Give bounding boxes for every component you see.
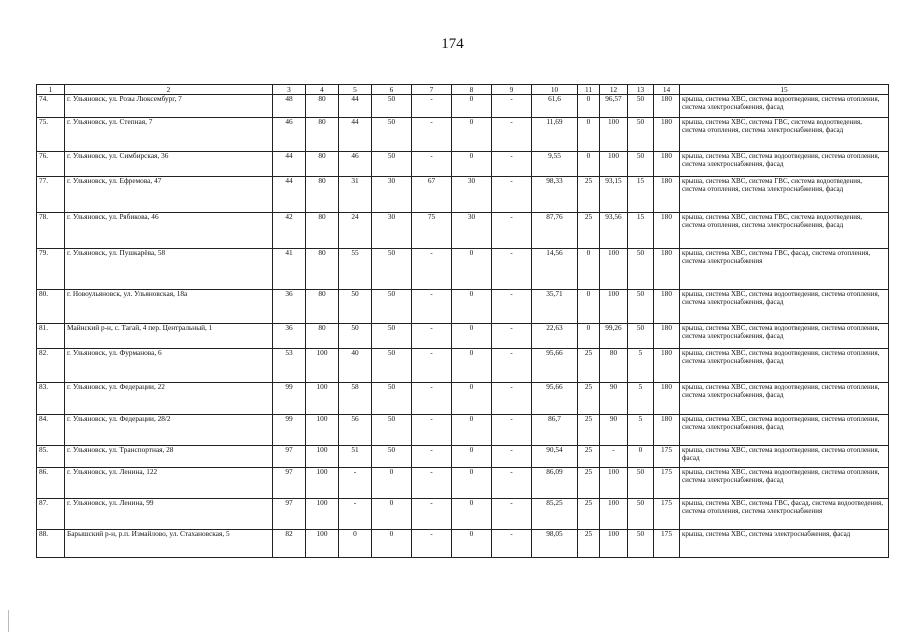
value-cell: 35,71 — [532, 290, 578, 324]
address-cell: г. Ульяновск, ул. Ленина, 99 — [65, 499, 273, 530]
value-cell: 50 — [372, 118, 412, 152]
value-cell: 99,26 — [600, 324, 628, 349]
value-cell: 50 — [628, 324, 654, 349]
value-cell: 0 — [452, 446, 492, 468]
column-number-cell: 8 — [452, 85, 492, 95]
value-cell: - — [412, 152, 452, 177]
address-cell: Барышский р-н, р.п. Измайлово, ул. Стахановская, 5 — [65, 530, 273, 558]
value-cell: 41 — [273, 249, 306, 290]
value-cell: 80 — [306, 118, 339, 152]
work-types-cell: крыша, система ХВС, система водоотведения, система отопления, система электроснабжения, фасад — [680, 468, 889, 499]
address-cell: г. Ульяновск, ул. Симбирская, 36 — [65, 152, 273, 177]
value-cell: 0 — [339, 530, 372, 558]
row-number-cell: 87. — [37, 499, 65, 530]
value-cell: 50 — [372, 290, 412, 324]
work-types-cell: крыша, система ХВС, система водоотведения, система отопления, система электроснабжения, фасад — [680, 415, 889, 446]
value-cell: 95,66 — [532, 349, 578, 383]
value-cell: - — [492, 349, 532, 383]
value-cell: - — [412, 415, 452, 446]
value-cell: - — [492, 249, 532, 290]
value-cell: 97 — [273, 468, 306, 499]
value-cell: 25 — [578, 530, 600, 558]
row-number-cell: 77. — [37, 177, 65, 213]
value-cell: 0 — [578, 324, 600, 349]
value-cell: 100 — [306, 530, 339, 558]
value-cell: 5 — [628, 383, 654, 415]
value-cell: 98,05 — [532, 530, 578, 558]
row-number-cell: 88. — [37, 530, 65, 558]
value-cell: - — [492, 290, 532, 324]
address-cell: Майнский р-н, с. Тагай, 4 пер. Центральный, 1 — [65, 324, 273, 349]
value-cell: 180 — [654, 177, 680, 213]
value-cell: 50 — [372, 324, 412, 349]
value-cell: 0 — [452, 499, 492, 530]
value-cell: 99 — [273, 415, 306, 446]
value-cell: 50 — [372, 152, 412, 177]
value-cell: 50 — [339, 290, 372, 324]
value-cell: 100 — [306, 415, 339, 446]
value-cell: 100 — [306, 383, 339, 415]
row-number-cell: 81. — [37, 324, 65, 349]
table-row — [37, 152, 889, 177]
value-cell: 100 — [600, 249, 628, 290]
row-number-cell: 86. — [37, 468, 65, 499]
value-cell: 50 — [372, 383, 412, 415]
value-cell: 80 — [306, 95, 339, 118]
value-cell: 0 — [578, 290, 600, 324]
value-cell: 180 — [654, 95, 680, 118]
value-cell: 22,63 — [532, 324, 578, 349]
address-cell: г. Ульяновск, ул. Транспортная, 28 — [65, 446, 273, 468]
value-cell: - — [412, 499, 452, 530]
table-row — [37, 446, 889, 468]
value-cell: 25 — [578, 177, 600, 213]
table-row — [37, 530, 889, 558]
address-cell: г. Ульяновск, ул. Рябикова, 46 — [65, 213, 273, 249]
address-cell: г. Ульяновск, ул. Федерации, 22 — [65, 383, 273, 415]
value-cell: - — [412, 383, 452, 415]
value-cell: 180 — [654, 383, 680, 415]
value-cell: - — [339, 468, 372, 499]
column-number-cell: 14 — [654, 85, 680, 95]
value-cell: - — [412, 468, 452, 499]
value-cell: - — [412, 530, 452, 558]
value-cell: 93,56 — [600, 213, 628, 249]
column-number-cell: 11 — [578, 85, 600, 95]
value-cell: 31 — [339, 177, 372, 213]
address-cell: г. Ульяновск, ул. Фурманова, 6 — [65, 349, 273, 383]
column-number-cell: 3 — [273, 85, 306, 95]
table-row — [37, 499, 889, 530]
value-cell: 90,54 — [532, 446, 578, 468]
value-cell: 36 — [273, 290, 306, 324]
value-cell: 67 — [412, 177, 452, 213]
value-cell: 87,76 — [532, 213, 578, 249]
table-row — [37, 383, 889, 415]
value-cell: 0 — [372, 499, 412, 530]
value-cell: 0 — [452, 324, 492, 349]
value-cell: 90 — [600, 415, 628, 446]
value-cell: 0 — [452, 118, 492, 152]
row-number-cell: 80. — [37, 290, 65, 324]
value-cell: 180 — [654, 349, 680, 383]
value-cell: 80 — [306, 290, 339, 324]
value-cell: 80 — [306, 324, 339, 349]
value-cell: 0 — [452, 95, 492, 118]
value-cell: 0 — [578, 249, 600, 290]
value-cell: 56 — [339, 415, 372, 446]
work-types-cell: крыша, система ХВС, система ГВС, фасад, система отопления, система электроснабжения — [680, 249, 889, 290]
value-cell: 180 — [654, 213, 680, 249]
value-cell: 100 — [306, 446, 339, 468]
value-cell: 36 — [273, 324, 306, 349]
value-cell: 0 — [628, 446, 654, 468]
row-number-cell: 79. — [37, 249, 65, 290]
value-cell: - — [412, 249, 452, 290]
row-number-cell: 83. — [37, 383, 65, 415]
value-cell: 50 — [628, 95, 654, 118]
row-number-cell: 74. — [37, 95, 65, 118]
value-cell: 44 — [339, 95, 372, 118]
value-cell: 180 — [654, 324, 680, 349]
value-cell: 180 — [654, 249, 680, 290]
table-row — [37, 95, 889, 118]
value-cell: 99 — [273, 383, 306, 415]
value-cell: 85,25 — [532, 499, 578, 530]
value-cell: 24 — [339, 213, 372, 249]
value-cell: - — [492, 95, 532, 118]
value-cell: - — [412, 349, 452, 383]
value-cell: 93,15 — [600, 177, 628, 213]
value-cell: 25 — [578, 415, 600, 446]
value-cell: 5 — [628, 349, 654, 383]
value-cell: 100 — [600, 118, 628, 152]
value-cell: - — [492, 324, 532, 349]
value-cell: 9,55 — [532, 152, 578, 177]
value-cell: 100 — [600, 468, 628, 499]
address-cell: г. Ульяновск, ул. Федерации, 28/2 — [65, 415, 273, 446]
value-cell: 180 — [654, 118, 680, 152]
address-cell: г. Ульяновск, ул. Степная, 7 — [65, 118, 273, 152]
value-cell: 58 — [339, 383, 372, 415]
capital-repair-table — [36, 84, 889, 558]
value-cell: 0 — [452, 349, 492, 383]
value-cell: 53 — [273, 349, 306, 383]
table-row — [37, 349, 889, 383]
column-number-cell: 7 — [412, 85, 452, 95]
address-cell: г. Ульяновск, ул. Ленина, 122 — [65, 468, 273, 499]
column-number-cell: 4 — [306, 85, 339, 95]
value-cell: 0 — [578, 95, 600, 118]
value-cell: - — [339, 499, 372, 530]
column-number-cell: 1 — [37, 85, 65, 95]
value-cell: - — [412, 95, 452, 118]
value-cell: 97 — [273, 499, 306, 530]
value-cell: 51 — [339, 446, 372, 468]
value-cell: - — [492, 415, 532, 446]
value-cell: 5 — [628, 415, 654, 446]
value-cell: 48 — [273, 95, 306, 118]
value-cell: 90 — [600, 383, 628, 415]
value-cell: 175 — [654, 499, 680, 530]
value-cell: - — [492, 118, 532, 152]
value-cell: 44 — [273, 177, 306, 213]
work-types-cell: крыша, система ХВС, система водоотведения, система отопления, система электроснабжения, фасад — [680, 152, 889, 177]
value-cell: 86,7 — [532, 415, 578, 446]
work-types-cell: крыша, система ХВС, система электроснабжения, фасад — [680, 530, 889, 558]
work-types-cell: крыша, система ХВС, система ГВС, фасад, система водоотведения, система отопления, система электроснабжения — [680, 499, 889, 530]
value-cell: 0 — [452, 530, 492, 558]
value-cell: 95,66 — [532, 383, 578, 415]
value-cell: 175 — [654, 446, 680, 468]
value-cell: 96,57 — [600, 95, 628, 118]
column-number-cell: 10 — [532, 85, 578, 95]
value-cell: 180 — [654, 152, 680, 177]
row-number-cell: 78. — [37, 213, 65, 249]
table-row — [37, 290, 889, 324]
table-row — [37, 177, 889, 213]
value-cell: 30 — [372, 177, 412, 213]
value-cell: 50 — [628, 530, 654, 558]
value-cell: 100 — [600, 530, 628, 558]
column-number-cell: 13 — [628, 85, 654, 95]
value-cell: 86,09 — [532, 468, 578, 499]
value-cell: 50 — [372, 446, 412, 468]
value-cell: 40 — [339, 349, 372, 383]
value-cell: 80 — [306, 177, 339, 213]
value-cell: 50 — [628, 249, 654, 290]
table-row — [37, 118, 889, 152]
row-number-cell: 84. — [37, 415, 65, 446]
row-number-cell: 76. — [37, 152, 65, 177]
column-number-cell: 2 — [65, 85, 273, 95]
value-cell: 50 — [372, 249, 412, 290]
value-cell: 50 — [339, 324, 372, 349]
value-cell: 30 — [452, 213, 492, 249]
value-cell: 50 — [628, 499, 654, 530]
value-cell: 0 — [452, 383, 492, 415]
value-cell: - — [412, 446, 452, 468]
value-cell: 0 — [452, 468, 492, 499]
value-cell: 50 — [628, 118, 654, 152]
value-cell: 100 — [306, 499, 339, 530]
value-cell: - — [492, 383, 532, 415]
work-types-cell: крыша, система ХВС, система водоотведения, система отопления, фасад — [680, 446, 889, 468]
column-number-cell: 6 — [372, 85, 412, 95]
value-cell: 0 — [578, 152, 600, 177]
row-number-cell: 75. — [37, 118, 65, 152]
value-cell: 75 — [412, 213, 452, 249]
value-cell: 100 — [600, 152, 628, 177]
value-cell: 50 — [628, 152, 654, 177]
value-cell: 55 — [339, 249, 372, 290]
address-cell: г. Новоульяновск, ул. Ульяновская, 18а — [65, 290, 273, 324]
value-cell: 98,33 — [532, 177, 578, 213]
table-row — [37, 213, 889, 249]
value-cell: 14,56 — [532, 249, 578, 290]
work-types-cell: крыша, система ХВС, система водоотведения, система отопления, система электроснабжения, фасад — [680, 95, 889, 118]
value-cell: 46 — [339, 152, 372, 177]
value-cell: 25 — [578, 446, 600, 468]
value-cell: 30 — [452, 177, 492, 213]
value-cell: 97 — [273, 446, 306, 468]
column-number-cell: 15 — [680, 85, 889, 95]
table-row — [37, 415, 889, 446]
work-types-cell: крыша, система ХВС, система водоотведения, система отопления, система электроснабжения, фасад — [680, 290, 889, 324]
table-header-row — [37, 85, 889, 95]
value-cell: 80 — [306, 213, 339, 249]
value-cell: - — [492, 499, 532, 530]
value-cell: - — [492, 446, 532, 468]
value-cell: - — [492, 213, 532, 249]
row-number-cell: 82. — [37, 349, 65, 383]
value-cell: 25 — [578, 383, 600, 415]
value-cell: - — [600, 446, 628, 468]
table-row — [37, 468, 889, 499]
value-cell: 0 — [452, 415, 492, 446]
value-cell: 42 — [273, 213, 306, 249]
value-cell: 44 — [273, 152, 306, 177]
value-cell: 50 — [372, 415, 412, 446]
value-cell: - — [492, 468, 532, 499]
address-cell: г. Ульяновск, ул. Ефремова, 47 — [65, 177, 273, 213]
address-cell: г. Ульяновск, ул. Розы Люксембург, 7 — [65, 95, 273, 118]
value-cell: 25 — [578, 468, 600, 499]
value-cell: - — [412, 290, 452, 324]
value-cell: 80 — [306, 152, 339, 177]
value-cell: 0 — [452, 290, 492, 324]
value-cell: 0 — [452, 249, 492, 290]
value-cell: 100 — [600, 499, 628, 530]
work-types-cell: крыша, система ХВС, система водоотведения, система отопления, система электроснабжения, фасад — [680, 324, 889, 349]
value-cell: 175 — [654, 530, 680, 558]
value-cell: 25 — [578, 213, 600, 249]
value-cell: 50 — [372, 349, 412, 383]
work-types-cell: крыша, система ХВС, система ГВС, система водоотведения, система отопления, система электроснабжения, фасад — [680, 118, 889, 152]
value-cell: - — [412, 118, 452, 152]
address-cell: г. Ульяновск, ул. Пушкарёва, 58 — [65, 249, 273, 290]
value-cell: 50 — [628, 468, 654, 499]
value-cell: - — [492, 152, 532, 177]
value-cell: 15 — [628, 177, 654, 213]
value-cell: 61,6 — [532, 95, 578, 118]
value-cell: 25 — [578, 349, 600, 383]
value-cell: 25 — [578, 499, 600, 530]
value-cell: 50 — [628, 290, 654, 324]
value-cell: - — [412, 324, 452, 349]
value-cell: 175 — [654, 468, 680, 499]
table-row — [37, 324, 889, 349]
value-cell: 30 — [372, 213, 412, 249]
scan-edge-mark — [8, 610, 9, 632]
value-cell: 50 — [372, 95, 412, 118]
value-cell: 82 — [273, 530, 306, 558]
table-row — [37, 249, 889, 290]
value-cell: 0 — [578, 118, 600, 152]
value-cell: 180 — [654, 415, 680, 446]
value-cell: 100 — [306, 349, 339, 383]
column-number-cell: 9 — [492, 85, 532, 95]
work-types-cell: крыша, система ХВС, система ГВС, система водоотведения, система отопления, система электроснабжения, фасад — [680, 177, 889, 213]
value-cell: 15 — [628, 213, 654, 249]
page-number: 174 — [441, 36, 464, 52]
value-cell: 0 — [372, 468, 412, 499]
column-number-cell: 5 — [339, 85, 372, 95]
work-types-cell: крыша, система ХВС, система водоотведения, система отопления, система электроснабжения, фасад — [680, 349, 889, 383]
value-cell: 100 — [600, 290, 628, 324]
row-number-cell: 85. — [37, 446, 65, 468]
column-number-cell: 12 — [600, 85, 628, 95]
work-types-cell: крыша, система ХВС, система ГВС, система водоотведения, система отопления, система электроснабжения, фасад — [680, 213, 889, 249]
value-cell: 80 — [306, 249, 339, 290]
value-cell: 80 — [600, 349, 628, 383]
value-cell: 100 — [306, 468, 339, 499]
value-cell: - — [492, 177, 532, 213]
value-cell: - — [492, 530, 532, 558]
work-types-cell: крыша, система ХВС, система водоотведения, система отопления, система электроснабжения, фасад — [680, 383, 889, 415]
value-cell: 0 — [452, 152, 492, 177]
value-cell: 46 — [273, 118, 306, 152]
value-cell: 0 — [372, 530, 412, 558]
value-cell: 180 — [654, 290, 680, 324]
value-cell: 44 — [339, 118, 372, 152]
value-cell: 11,69 — [532, 118, 578, 152]
